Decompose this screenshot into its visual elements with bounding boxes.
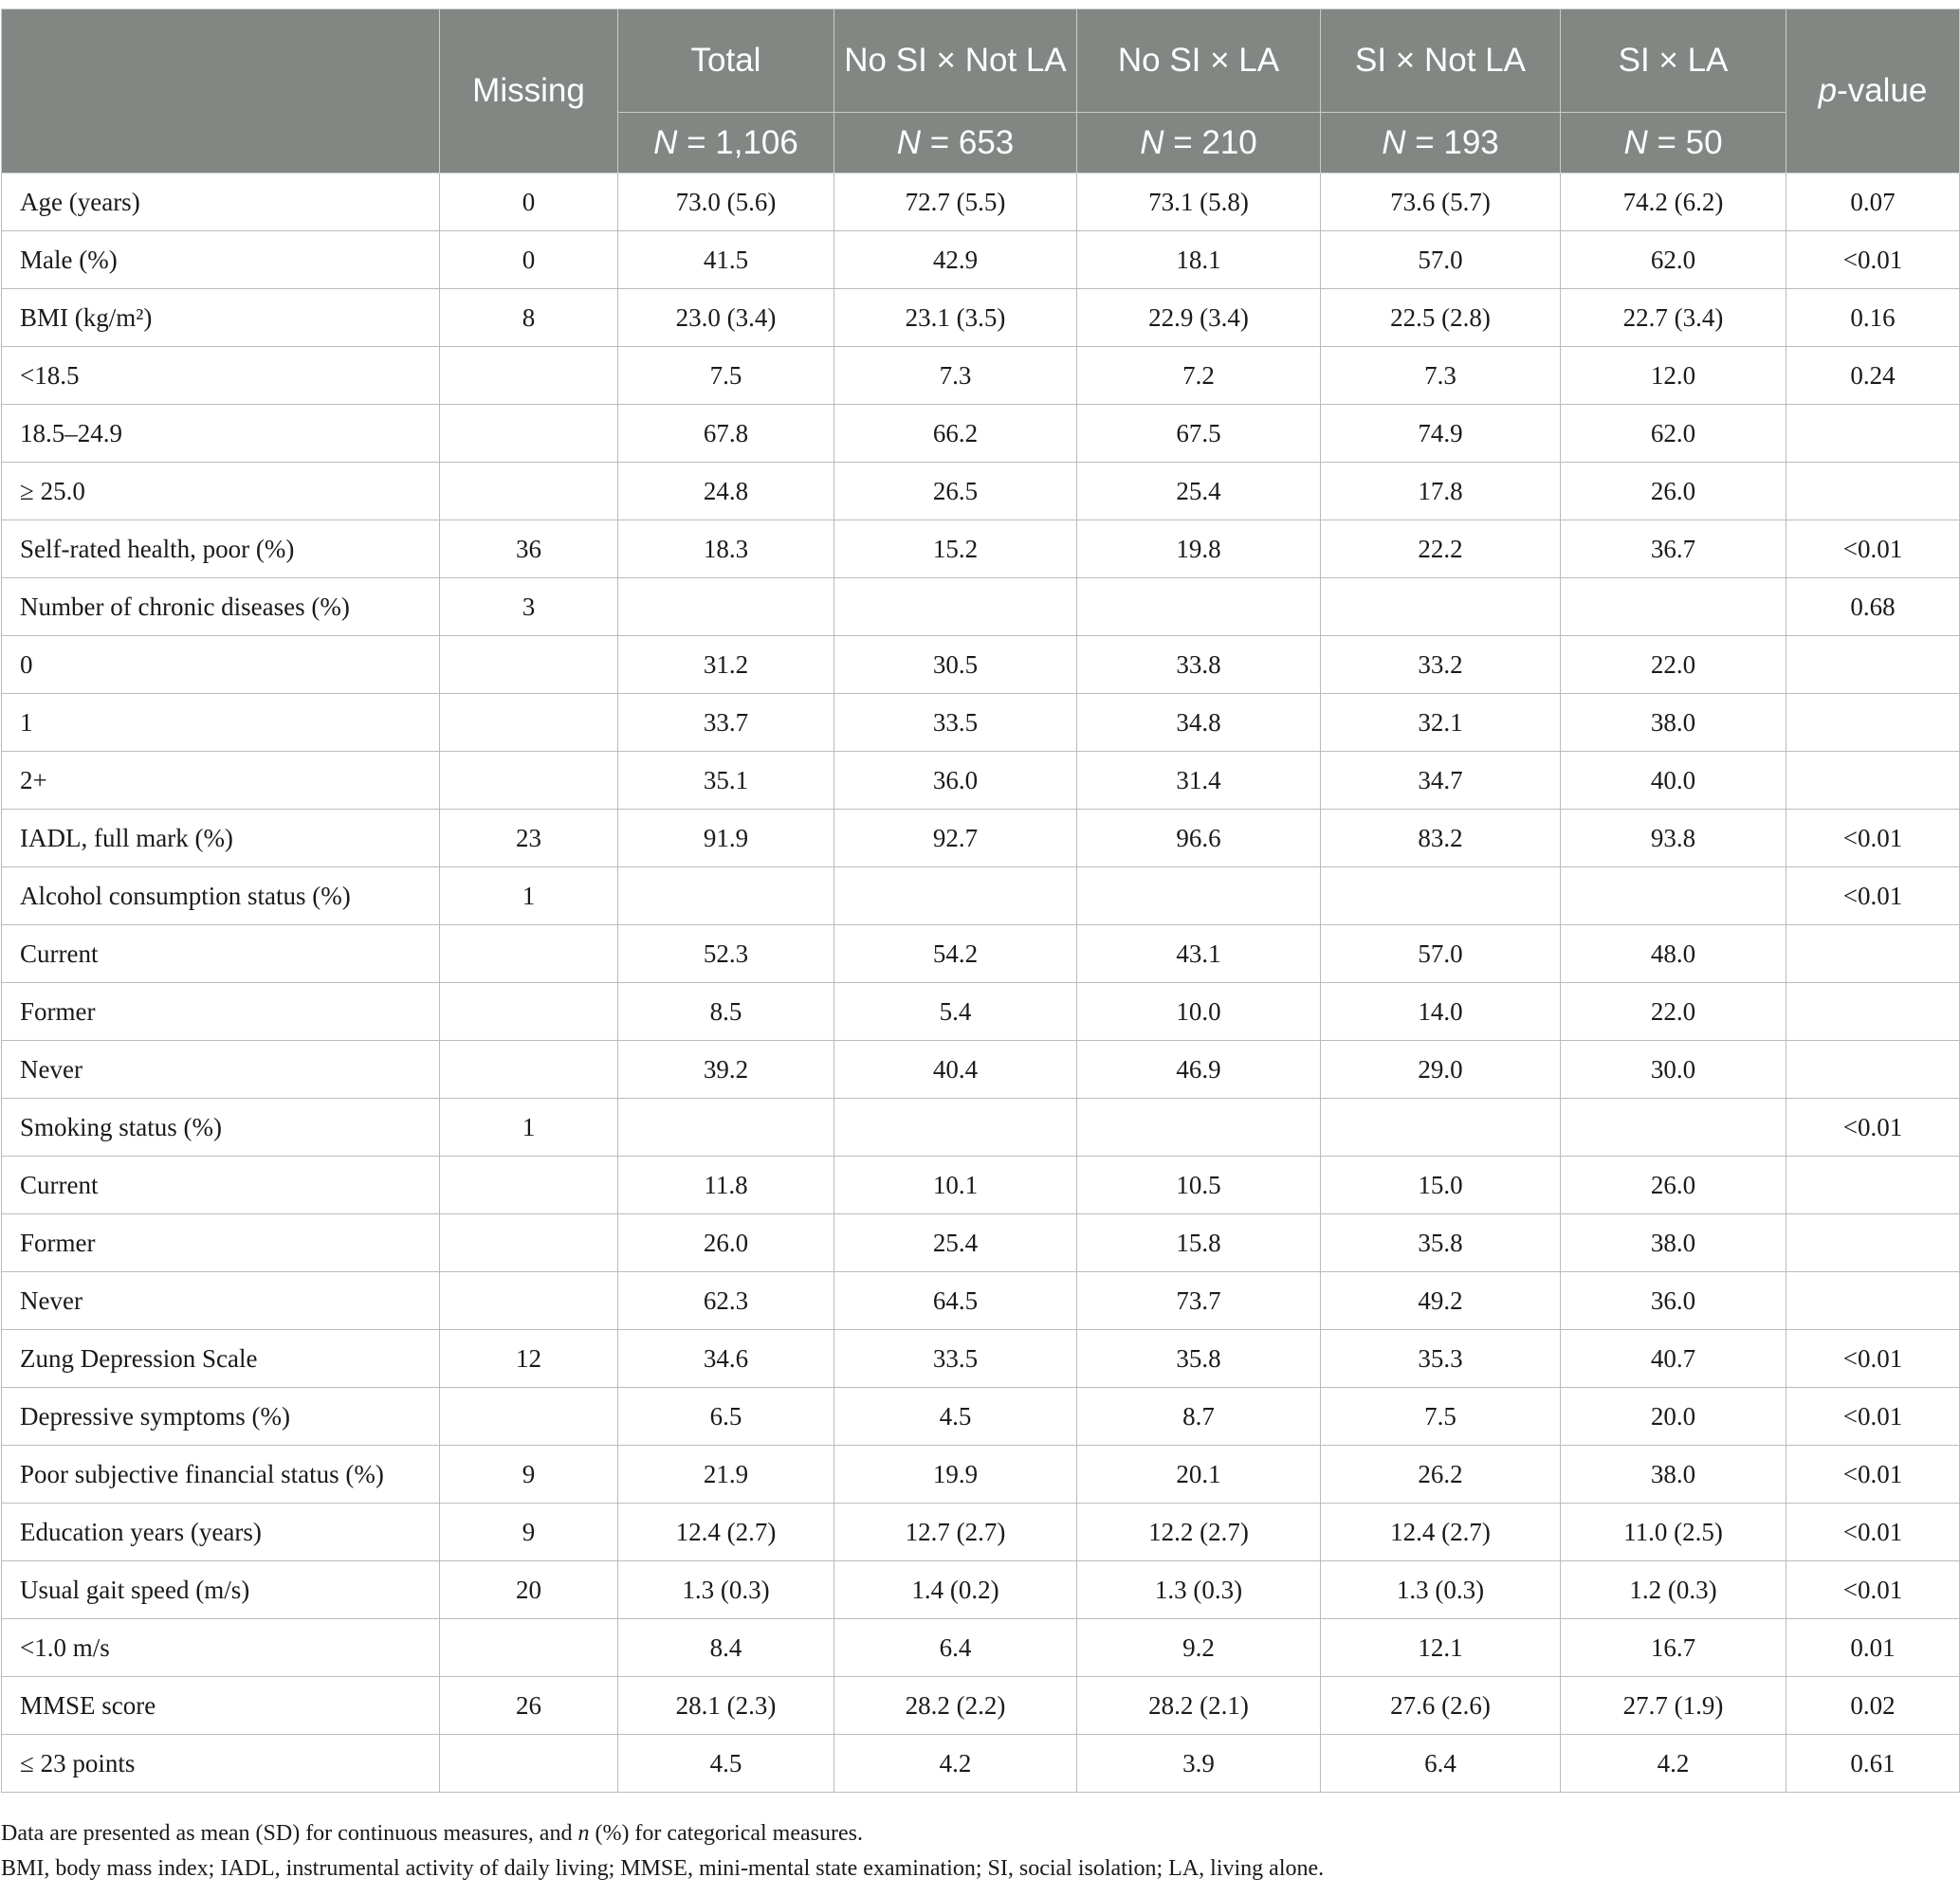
nosi-notla-cell: 40.4 bbox=[834, 1041, 1077, 1099]
total-cell bbox=[618, 578, 834, 636]
total-cell: 12.4 (2.7) bbox=[618, 1504, 834, 1561]
si-notla-cell: 22.5 (2.8) bbox=[1321, 289, 1561, 347]
nosi-la-cell: 33.8 bbox=[1077, 636, 1321, 694]
n-value: = 210 bbox=[1163, 123, 1257, 161]
characteristics-table bbox=[1, 9, 1960, 1793]
nosi-la-cell: 25.4 bbox=[1077, 463, 1321, 520]
header-n-nosi-la bbox=[1077, 113, 1321, 173]
si-la-cell: 62.0 bbox=[1561, 231, 1786, 289]
missing-cell: 0 bbox=[440, 231, 618, 289]
total-cell: 35.1 bbox=[618, 752, 834, 810]
si-la-cell: 62.0 bbox=[1561, 405, 1786, 463]
missing-cell bbox=[440, 694, 618, 752]
si-notla-cell: 74.9 bbox=[1321, 405, 1561, 463]
total-cell: 8.4 bbox=[618, 1619, 834, 1677]
nosi-notla-cell: 10.1 bbox=[834, 1157, 1077, 1214]
header-group-nosi-notla: No SI × Not LA bbox=[834, 9, 1077, 113]
missing-cell: 1 bbox=[440, 1099, 618, 1157]
si-la-cell: 48.0 bbox=[1561, 925, 1786, 983]
table-row bbox=[2, 1041, 1960, 1099]
table-row bbox=[2, 867, 1960, 925]
missing-cell: 0 bbox=[440, 173, 618, 231]
nosi-notla-cell: 92.7 bbox=[834, 810, 1077, 867]
pvalue-cell: 0.24 bbox=[1786, 347, 1960, 405]
row-label-cell: 0 bbox=[2, 636, 440, 694]
pvalue-cell: <0.01 bbox=[1786, 1099, 1960, 1157]
row-label-cell: 1 bbox=[2, 694, 440, 752]
nosi-notla-cell: 25.4 bbox=[834, 1214, 1077, 1272]
si-la-cell: 11.0 (2.5) bbox=[1561, 1504, 1786, 1561]
row-label-cell: Former bbox=[2, 983, 440, 1041]
table-row bbox=[2, 463, 1960, 520]
table-row bbox=[2, 405, 1960, 463]
n-symbol: N bbox=[1140, 123, 1164, 161]
row-label-cell: 18.5–24.9 bbox=[2, 405, 440, 463]
nosi-la-cell: 46.9 bbox=[1077, 1041, 1321, 1099]
table-body bbox=[2, 173, 1960, 1793]
row-label-cell: Former bbox=[2, 1214, 440, 1272]
pvalue-cell: <0.01 bbox=[1786, 1504, 1960, 1561]
pvalue-cell bbox=[1786, 1214, 1960, 1272]
header-pvalue bbox=[1786, 9, 1960, 173]
nosi-la-cell: 10.5 bbox=[1077, 1157, 1321, 1214]
pvalue-cell bbox=[1786, 636, 1960, 694]
header-pvalue-italic: p bbox=[1818, 72, 1838, 109]
si-la-cell: 4.2 bbox=[1561, 1735, 1786, 1793]
pvalue-cell: <0.01 bbox=[1786, 810, 1960, 867]
si-la-cell bbox=[1561, 1099, 1786, 1157]
pvalue-cell bbox=[1786, 405, 1960, 463]
pvalue-cell: <0.01 bbox=[1786, 1388, 1960, 1446]
nosi-la-cell: 73.1 (5.8) bbox=[1077, 173, 1321, 231]
n-symbol: N bbox=[1382, 123, 1406, 161]
nosi-notla-cell: 15.2 bbox=[834, 520, 1077, 578]
row-label-cell: Male (%) bbox=[2, 231, 440, 289]
total-cell: 62.3 bbox=[618, 1272, 834, 1330]
table-footnotes bbox=[1, 1816, 1324, 1887]
si-notla-cell: 57.0 bbox=[1321, 925, 1561, 983]
si-la-cell: 38.0 bbox=[1561, 1446, 1786, 1504]
si-la-cell: 74.2 (6.2) bbox=[1561, 173, 1786, 231]
si-la-cell: 16.7 bbox=[1561, 1619, 1786, 1677]
missing-cell bbox=[440, 1619, 618, 1677]
nosi-la-cell bbox=[1077, 578, 1321, 636]
nosi-la-cell: 19.8 bbox=[1077, 520, 1321, 578]
table-row bbox=[2, 1504, 1960, 1561]
pvalue-cell: 0.61 bbox=[1786, 1735, 1960, 1793]
si-notla-cell: 1.3 (0.3) bbox=[1321, 1561, 1561, 1619]
total-cell: 52.3 bbox=[618, 925, 834, 983]
si-notla-cell: 27.6 (2.6) bbox=[1321, 1677, 1561, 1735]
n-value: = 193 bbox=[1405, 123, 1499, 161]
total-cell: 11.8 bbox=[618, 1157, 834, 1214]
header-n-si-notla bbox=[1321, 113, 1561, 173]
table-row bbox=[2, 231, 1960, 289]
nosi-la-cell: 1.3 (0.3) bbox=[1077, 1561, 1321, 1619]
total-cell: 24.8 bbox=[618, 463, 834, 520]
total-cell: 6.5 bbox=[618, 1388, 834, 1446]
missing-cell: 26 bbox=[440, 1677, 618, 1735]
pvalue-cell bbox=[1786, 1041, 1960, 1099]
missing-cell: 23 bbox=[440, 810, 618, 867]
si-la-cell: 40.7 bbox=[1561, 1330, 1786, 1388]
total-cell: 39.2 bbox=[618, 1041, 834, 1099]
nosi-la-cell: 9.2 bbox=[1077, 1619, 1321, 1677]
nosi-la-cell bbox=[1077, 867, 1321, 925]
pvalue-cell bbox=[1786, 694, 1960, 752]
table-row bbox=[2, 1214, 1960, 1272]
table-row bbox=[2, 983, 1960, 1041]
pvalue-cell: 0.16 bbox=[1786, 289, 1960, 347]
si-notla-cell: 57.0 bbox=[1321, 231, 1561, 289]
missing-cell bbox=[440, 925, 618, 983]
nosi-la-cell: 3.9 bbox=[1077, 1735, 1321, 1793]
nosi-notla-cell bbox=[834, 867, 1077, 925]
pvalue-cell: <0.01 bbox=[1786, 520, 1960, 578]
si-notla-cell: 32.1 bbox=[1321, 694, 1561, 752]
table-row bbox=[2, 694, 1960, 752]
row-label-cell: Never bbox=[2, 1272, 440, 1330]
header-n-nosi-notla bbox=[834, 113, 1077, 173]
missing-cell: 1 bbox=[440, 867, 618, 925]
nosi-la-cell: 43.1 bbox=[1077, 925, 1321, 983]
pvalue-cell bbox=[1786, 752, 1960, 810]
row-label-cell: Usual gait speed (m/s) bbox=[2, 1561, 440, 1619]
n-symbol: N bbox=[896, 123, 921, 161]
table-row bbox=[2, 1677, 1960, 1735]
table-row bbox=[2, 1561, 1960, 1619]
nosi-notla-cell: 54.2 bbox=[834, 925, 1077, 983]
nosi-la-cell: 15.8 bbox=[1077, 1214, 1321, 1272]
nosi-la-cell: 12.2 (2.7) bbox=[1077, 1504, 1321, 1561]
si-la-cell: 12.0 bbox=[1561, 347, 1786, 405]
pvalue-cell bbox=[1786, 463, 1960, 520]
si-notla-cell bbox=[1321, 1099, 1561, 1157]
row-label-cell: Depressive symptoms (%) bbox=[2, 1388, 440, 1446]
nosi-notla-cell: 30.5 bbox=[834, 636, 1077, 694]
total-cell: 4.5 bbox=[618, 1735, 834, 1793]
header-n-total bbox=[618, 113, 834, 173]
missing-cell: 8 bbox=[440, 289, 618, 347]
header-blank-cell bbox=[2, 9, 440, 173]
row-label-cell: Never bbox=[2, 1041, 440, 1099]
nosi-la-cell: 10.0 bbox=[1077, 983, 1321, 1041]
n-value: = 1,106 bbox=[677, 123, 798, 161]
table-row bbox=[2, 578, 1960, 636]
si-notla-cell: 12.4 (2.7) bbox=[1321, 1504, 1561, 1561]
missing-cell bbox=[440, 1735, 618, 1793]
nosi-la-cell: 73.7 bbox=[1077, 1272, 1321, 1330]
si-notla-cell: 49.2 bbox=[1321, 1272, 1561, 1330]
nosi-la-cell: 31.4 bbox=[1077, 752, 1321, 810]
nosi-notla-cell: 66.2 bbox=[834, 405, 1077, 463]
missing-cell: 3 bbox=[440, 578, 618, 636]
header-group-si-la: SI × LA bbox=[1561, 9, 1786, 113]
missing-cell bbox=[440, 405, 618, 463]
row-label-cell: Poor subjective financial status (%) bbox=[2, 1446, 440, 1504]
pvalue-cell: 0.68 bbox=[1786, 578, 1960, 636]
n-value: = 50 bbox=[1647, 123, 1723, 161]
si-la-cell: 1.2 (0.3) bbox=[1561, 1561, 1786, 1619]
nosi-la-cell: 22.9 (3.4) bbox=[1077, 289, 1321, 347]
missing-cell bbox=[440, 1272, 618, 1330]
total-cell: 18.3 bbox=[618, 520, 834, 578]
row-label-cell: Smoking status (%) bbox=[2, 1099, 440, 1157]
si-la-cell: 26.0 bbox=[1561, 463, 1786, 520]
si-la-cell: 38.0 bbox=[1561, 1214, 1786, 1272]
nosi-notla-cell: 4.2 bbox=[834, 1735, 1077, 1793]
header-group-si-notla: SI × Not LA bbox=[1321, 9, 1561, 113]
missing-cell: 36 bbox=[440, 520, 618, 578]
table-row bbox=[2, 1272, 1960, 1330]
total-cell: 33.7 bbox=[618, 694, 834, 752]
si-notla-cell: 7.3 bbox=[1321, 347, 1561, 405]
table-header bbox=[2, 9, 1960, 173]
table-row bbox=[2, 1446, 1960, 1504]
n-symbol: N bbox=[653, 123, 678, 161]
si-la-cell: 22.0 bbox=[1561, 636, 1786, 694]
row-label-cell: Education years (years) bbox=[2, 1504, 440, 1561]
row-label-cell: ≥ 25.0 bbox=[2, 463, 440, 520]
footnote-n-italic: n bbox=[577, 1821, 590, 1846]
missing-cell bbox=[440, 463, 618, 520]
nosi-la-cell: 20.1 bbox=[1077, 1446, 1321, 1504]
table-row bbox=[2, 1157, 1960, 1214]
si-notla-cell: 22.2 bbox=[1321, 520, 1561, 578]
si-notla-cell: 14.0 bbox=[1321, 983, 1561, 1041]
total-cell: 91.9 bbox=[618, 810, 834, 867]
si-notla-cell: 73.6 (5.7) bbox=[1321, 173, 1561, 231]
si-notla-cell bbox=[1321, 578, 1561, 636]
nosi-la-cell: 34.8 bbox=[1077, 694, 1321, 752]
si-notla-cell: 29.0 bbox=[1321, 1041, 1561, 1099]
nosi-notla-cell: 1.4 (0.2) bbox=[834, 1561, 1077, 1619]
si-notla-cell: 17.8 bbox=[1321, 463, 1561, 520]
si-notla-cell: 26.2 bbox=[1321, 1446, 1561, 1504]
nosi-notla-cell: 5.4 bbox=[834, 983, 1077, 1041]
missing-cell bbox=[440, 1041, 618, 1099]
si-la-cell: 26.0 bbox=[1561, 1157, 1786, 1214]
nosi-notla-cell: 28.2 (2.2) bbox=[834, 1677, 1077, 1735]
nosi-notla-cell: 42.9 bbox=[834, 231, 1077, 289]
pvalue-cell bbox=[1786, 983, 1960, 1041]
nosi-notla-cell bbox=[834, 578, 1077, 636]
table-row bbox=[2, 1619, 1960, 1677]
nosi-notla-cell: 12.7 (2.7) bbox=[834, 1504, 1077, 1561]
total-cell: 67.8 bbox=[618, 405, 834, 463]
row-label-cell: Age (years) bbox=[2, 173, 440, 231]
total-cell: 8.5 bbox=[618, 983, 834, 1041]
total-cell: 41.5 bbox=[618, 231, 834, 289]
row-label-cell: Self-rated health, poor (%) bbox=[2, 520, 440, 578]
si-la-cell: 38.0 bbox=[1561, 694, 1786, 752]
total-cell bbox=[618, 1099, 834, 1157]
row-label-cell: IADL, full mark (%) bbox=[2, 810, 440, 867]
table-row bbox=[2, 925, 1960, 983]
pvalue-cell bbox=[1786, 1272, 1960, 1330]
si-la-cell: 20.0 bbox=[1561, 1388, 1786, 1446]
n-value: = 653 bbox=[920, 123, 1015, 161]
nosi-la-cell: 96.6 bbox=[1077, 810, 1321, 867]
si-notla-cell: 33.2 bbox=[1321, 636, 1561, 694]
nosi-notla-cell: 26.5 bbox=[834, 463, 1077, 520]
footnote-abbreviations: BMI, body mass index; IADL, instrumental activity of daily living; MMSE, mini-mental state examination; SI, social isolation; LA, living alone. bbox=[1, 1856, 1325, 1881]
pvalue-cell: 0.07 bbox=[1786, 173, 1960, 231]
nosi-notla-cell bbox=[834, 1099, 1077, 1157]
table-row bbox=[2, 520, 1960, 578]
nosi-la-cell bbox=[1077, 1099, 1321, 1157]
nosi-la-cell: 7.2 bbox=[1077, 347, 1321, 405]
header-group-total: Total bbox=[618, 9, 834, 113]
total-cell: 7.5 bbox=[618, 347, 834, 405]
nosi-notla-cell: 72.7 (5.5) bbox=[834, 173, 1077, 231]
nosi-notla-cell: 64.5 bbox=[834, 1272, 1077, 1330]
si-la-cell bbox=[1561, 867, 1786, 925]
missing-cell bbox=[440, 1157, 618, 1214]
si-notla-cell: 12.1 bbox=[1321, 1619, 1561, 1677]
si-notla-cell: 7.5 bbox=[1321, 1388, 1561, 1446]
pvalue-cell: 0.02 bbox=[1786, 1677, 1960, 1735]
row-label-cell: 2+ bbox=[2, 752, 440, 810]
row-label-cell: Current bbox=[2, 1157, 440, 1214]
table-row bbox=[2, 1099, 1960, 1157]
row-label-cell: <1.0 m/s bbox=[2, 1619, 440, 1677]
nosi-notla-cell: 4.5 bbox=[834, 1388, 1077, 1446]
row-label-cell: Current bbox=[2, 925, 440, 983]
pvalue-cell: <0.01 bbox=[1786, 1561, 1960, 1619]
si-la-cell: 36.7 bbox=[1561, 520, 1786, 578]
row-label-cell: ≤ 23 points bbox=[2, 1735, 440, 1793]
si-la-cell: 40.0 bbox=[1561, 752, 1786, 810]
missing-cell bbox=[440, 752, 618, 810]
row-label-cell: BMI (kg/m²) bbox=[2, 289, 440, 347]
nosi-notla-cell: 36.0 bbox=[834, 752, 1077, 810]
total-cell: 1.3 (0.3) bbox=[618, 1561, 834, 1619]
row-label-cell: Zung Depression Scale bbox=[2, 1330, 440, 1388]
footnote-text: (%) for categorical measures. bbox=[589, 1821, 863, 1846]
missing-cell bbox=[440, 1388, 618, 1446]
si-notla-cell: 35.3 bbox=[1321, 1330, 1561, 1388]
footnote-text: Data are presented as mean (SD) for continuous measures, and bbox=[1, 1821, 578, 1846]
header-pvalue-rest: -value bbox=[1837, 72, 1928, 109]
table-row bbox=[2, 636, 1960, 694]
row-label-cell: Number of chronic diseases (%) bbox=[2, 578, 440, 636]
si-la-cell: 36.0 bbox=[1561, 1272, 1786, 1330]
pvalue-cell: <0.01 bbox=[1786, 1330, 1960, 1388]
si-la-cell: 93.8 bbox=[1561, 810, 1786, 867]
total-cell: 28.1 (2.3) bbox=[618, 1677, 834, 1735]
nosi-notla-cell: 33.5 bbox=[834, 1330, 1077, 1388]
n-symbol: N bbox=[1623, 123, 1648, 161]
si-notla-cell: 15.0 bbox=[1321, 1157, 1561, 1214]
header-missing: Missing bbox=[440, 9, 618, 173]
total-cell: 21.9 bbox=[618, 1446, 834, 1504]
total-cell: 31.2 bbox=[618, 636, 834, 694]
row-label-cell: <18.5 bbox=[2, 347, 440, 405]
nosi-notla-cell: 6.4 bbox=[834, 1619, 1077, 1677]
table-row bbox=[2, 1735, 1960, 1793]
nosi-notla-cell: 33.5 bbox=[834, 694, 1077, 752]
nosi-notla-cell: 19.9 bbox=[834, 1446, 1077, 1504]
si-notla-cell: 83.2 bbox=[1321, 810, 1561, 867]
si-notla-cell: 34.7 bbox=[1321, 752, 1561, 810]
pvalue-cell: 0.01 bbox=[1786, 1619, 1960, 1677]
missing-cell bbox=[440, 983, 618, 1041]
missing-cell bbox=[440, 1214, 618, 1272]
nosi-la-cell: 67.5 bbox=[1077, 405, 1321, 463]
total-cell bbox=[618, 867, 834, 925]
pvalue-cell bbox=[1786, 925, 1960, 983]
missing-cell: 9 bbox=[440, 1446, 618, 1504]
missing-cell bbox=[440, 636, 618, 694]
total-cell: 26.0 bbox=[618, 1214, 834, 1272]
si-la-cell: 22.7 (3.4) bbox=[1561, 289, 1786, 347]
missing-cell: 9 bbox=[440, 1504, 618, 1561]
footnote-data-presentation bbox=[1, 1816, 1324, 1851]
table-row bbox=[2, 752, 1960, 810]
table-row bbox=[2, 289, 1960, 347]
table-row bbox=[2, 1388, 1960, 1446]
si-la-cell: 30.0 bbox=[1561, 1041, 1786, 1099]
pvalue-cell: <0.01 bbox=[1786, 1446, 1960, 1504]
row-label-cell: MMSE score bbox=[2, 1677, 440, 1735]
si-notla-cell: 6.4 bbox=[1321, 1735, 1561, 1793]
nosi-la-cell: 18.1 bbox=[1077, 231, 1321, 289]
missing-cell: 20 bbox=[440, 1561, 618, 1619]
row-label-cell: Alcohol consumption status (%) bbox=[2, 867, 440, 925]
missing-cell: 12 bbox=[440, 1330, 618, 1388]
nosi-notla-cell: 23.1 (3.5) bbox=[834, 289, 1077, 347]
table-row bbox=[2, 173, 1960, 231]
total-cell: 73.0 (5.6) bbox=[618, 173, 834, 231]
table-row bbox=[2, 347, 1960, 405]
nosi-notla-cell: 7.3 bbox=[834, 347, 1077, 405]
header-group-nosi-la: No SI × LA bbox=[1077, 9, 1321, 113]
si-notla-cell bbox=[1321, 867, 1561, 925]
nosi-la-cell: 28.2 (2.1) bbox=[1077, 1677, 1321, 1735]
pvalue-cell: <0.01 bbox=[1786, 231, 1960, 289]
total-cell: 34.6 bbox=[618, 1330, 834, 1388]
header-n-si-la bbox=[1561, 113, 1786, 173]
si-notla-cell: 35.8 bbox=[1321, 1214, 1561, 1272]
total-cell: 23.0 (3.4) bbox=[618, 289, 834, 347]
table-row bbox=[2, 1330, 1960, 1388]
table-row bbox=[2, 810, 1960, 867]
pvalue-cell: <0.01 bbox=[1786, 867, 1960, 925]
missing-cell bbox=[440, 347, 618, 405]
si-la-cell bbox=[1561, 578, 1786, 636]
si-la-cell: 27.7 (1.9) bbox=[1561, 1677, 1786, 1735]
pvalue-cell bbox=[1786, 1157, 1960, 1214]
nosi-la-cell: 8.7 bbox=[1077, 1388, 1321, 1446]
nosi-la-cell: 35.8 bbox=[1077, 1330, 1321, 1388]
si-la-cell: 22.0 bbox=[1561, 983, 1786, 1041]
